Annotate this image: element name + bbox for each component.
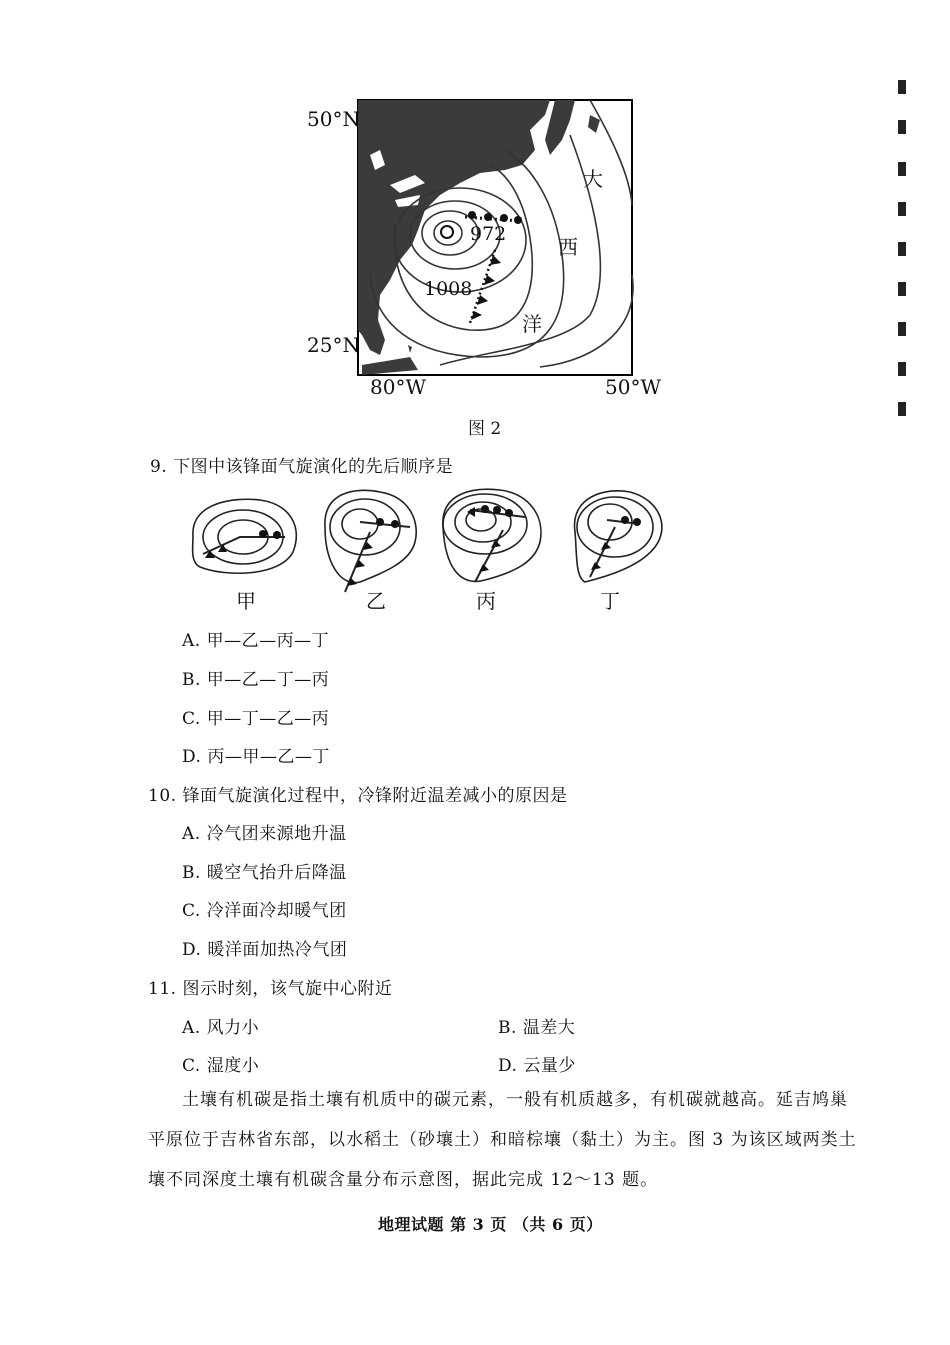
passage-line-3: 壤不同深度土壤有机碳含量分布示意图，据此完成 12～13 题。 bbox=[148, 1170, 659, 1190]
q10-option-d: D. 暖洋面加热冷气团 bbox=[182, 940, 348, 960]
cyclone-map-svg bbox=[300, 95, 670, 405]
question-11-stem: 11. 图示时刻，该气旋中心附近 bbox=[148, 979, 393, 999]
ocean-label-da: 大 bbox=[583, 167, 603, 191]
diagram-label-ding: 丁 bbox=[600, 589, 620, 613]
question-9-stem: 9. 下图中该锋面气旋演化的先后顺序是 bbox=[150, 457, 454, 477]
q11-option-b: B. 温差大 bbox=[498, 1018, 576, 1038]
q9-option-b: B. 甲—乙—丁—丙 bbox=[182, 670, 330, 690]
q9-option-d: D. 丙—甲—乙—丁 bbox=[182, 747, 330, 767]
figure-2-caption: 图 2 bbox=[468, 419, 502, 439]
q11-option-d: D. 云量少 bbox=[498, 1056, 576, 1076]
lat-bottom-label: 25°N bbox=[307, 333, 360, 357]
diagram-bing bbox=[443, 489, 541, 582]
figure-2-map bbox=[300, 95, 670, 405]
q10-option-a: A. 冷气团来源地升温 bbox=[182, 824, 347, 844]
question-10-stem: 10. 锋面气旋演化过程中，冷锋附近温差减小的原因是 bbox=[148, 786, 568, 806]
diagram-label-yi: 乙 bbox=[366, 589, 386, 613]
ocean-label-yang: 洋 bbox=[522, 312, 542, 336]
isobar-label-972: 972 bbox=[470, 223, 507, 245]
q10-option-c: C. 冷洋面冷却暖气团 bbox=[182, 901, 347, 921]
q9-option-c: C. 甲—丁—乙—丙 bbox=[182, 709, 330, 729]
q10-option-b: B. 暖空气抬升后降温 bbox=[182, 863, 347, 883]
lon-right-label: 50°W bbox=[605, 375, 662, 399]
q9-option-a: A. 甲—乙—丙—丁 bbox=[182, 631, 330, 651]
diagram-ding bbox=[575, 491, 662, 582]
ocean-label-xi: 西 bbox=[558, 235, 578, 259]
diagram-label-bing: 丙 bbox=[476, 589, 496, 613]
diagram-yi bbox=[325, 490, 416, 592]
isobar-label-1008: 1008 bbox=[424, 278, 473, 300]
q11-option-a: A. 风力小 bbox=[182, 1018, 260, 1038]
lat-top-label: 50°N bbox=[307, 107, 360, 131]
passage-line-1: 土壤有机碳是指土壤有机质中的碳元素，一般有机质越多，有机碳就越高。延吉鸠巢 bbox=[182, 1090, 848, 1110]
page-footer: 地理试题 第 3 页 （共 6 页） bbox=[378, 1215, 603, 1234]
q11-option-c: C. 湿度小 bbox=[182, 1056, 260, 1076]
lon-left-label: 80°W bbox=[370, 375, 427, 399]
diagram-label-jia: 甲 bbox=[236, 589, 256, 613]
passage-line-2: 平原位于吉林省东部，以水稻土（砂壤土）和暗棕壤（黏土）为主。图 3 为该区域两类土 bbox=[148, 1130, 857, 1150]
